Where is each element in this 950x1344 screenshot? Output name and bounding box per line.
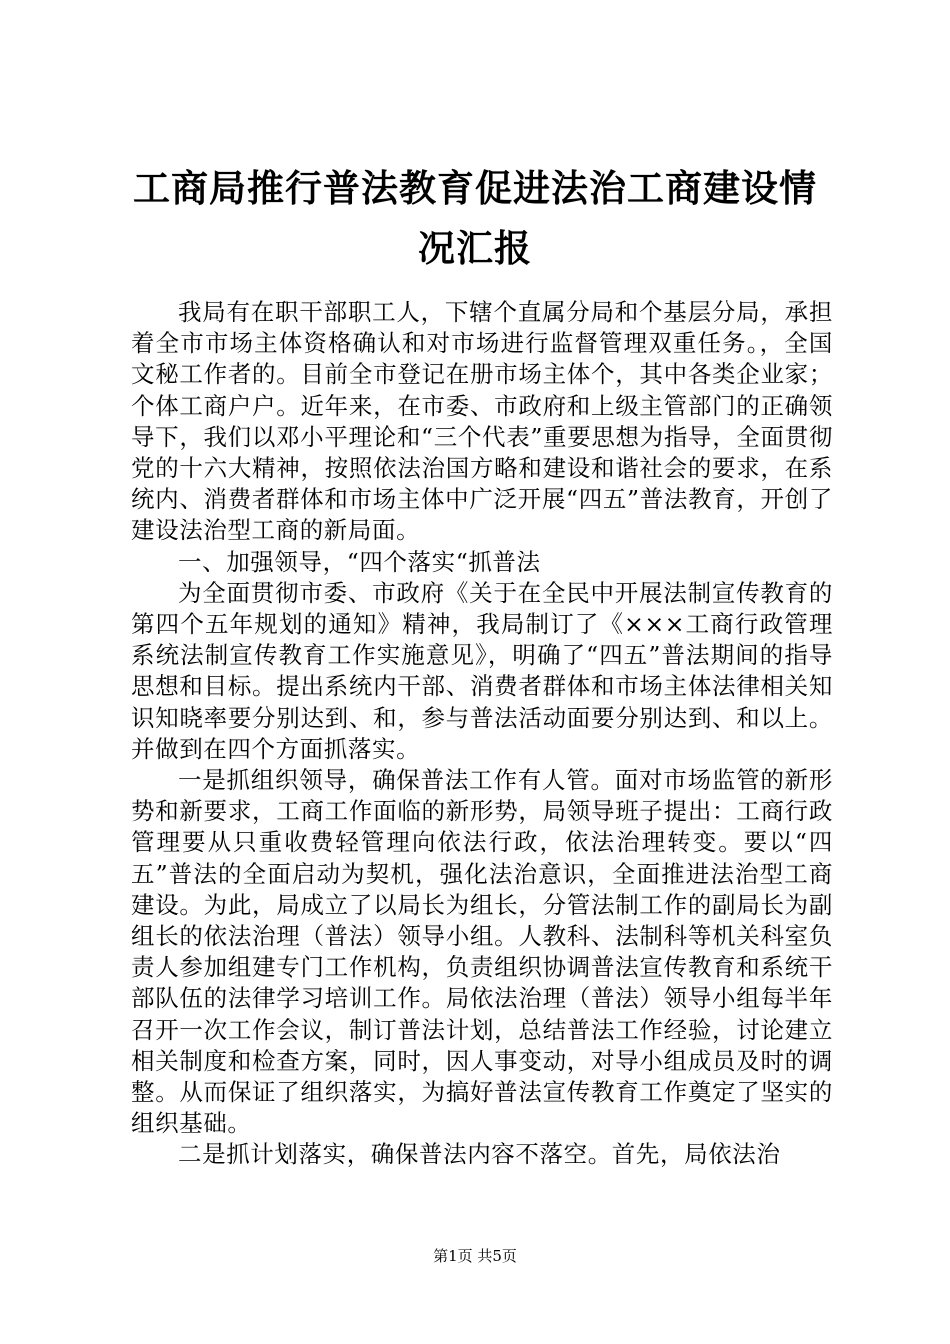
document-body — [131, 297, 833, 1171]
section-1-paragraph: 为全面贯彻市委、市政府《关于在全民中开展法制宣传教育的第四个五年规划的通知》精神，我局制订了《×××工商行政管理系统法制宣传教育工作实施意见》，明确了“四五”普法期间的指导思想和目标。提出系统内干部、消费者群体和市场主体法律相关知识知晓率要分别达到、和，参与普法活动面要分别达到、和以上。并做到在四个方面抓落实。 — [131, 578, 833, 763]
point-1-paragraph: 一是抓组织领导，确保普法工作有人管。面对市场监管的新形势和新要求，工商工作面临的新形势，局领导班子提出：工商行政管理要从只重收费轻管理向依法行政，依法治理转变。要以“四五”普法的全面启动为契机，强化法治意识，全面推进法治型工商建设。为此，局成立了以局长为组长，分管法制工作的副局长为副组长的依法治理（普法）领导小组。人教科、法制科等机关科室负责人参加组建专门工作机构，负责组织协调普法宣传教育和系统干部队伍的法律学习培训工作。局依法治理（普法）领导小组每半年召开一次工作会议，制订普法计划，总结普法工作经验，讨论建立相关制度和检查方案，同时，因人事变动，对导小组成员及时的调整。从而保证了组织落实，为搞好普法宣传教育工作奠定了坚实的组织基础。 — [131, 766, 833, 1138]
intro-paragraph: 我局有在职干部职工人，下辖个直属分局和个基层分局，承担着全市市场主体资格确认和对市场进行监督管理双重任务。，全国文秘工作者的。目前全市登记在册市场主体个，其中各类企业家；个体工商户户。近年来，在市委、市政府和上级主管部门的正确领导下，我们以邓小平理论和“三个代表”重要思想为指导，全面贯彻党的十六大精神，按照依法治国方略和建设和谐社会的要求，在系统内、消费者群体和市场主体中广泛开展“四五”普法教育，开创了建设法治型工商的新局面。 — [131, 298, 833, 545]
point-2-paragraph: 二是抓计划落实，确保普法内容不落空。首先，局依法治 — [178, 1140, 781, 1169]
section-heading-1: 一、加强领导，“四个落实“抓普法 — [178, 547, 541, 576]
document-title: 工商局推行普法教育促进法治工商建设情况汇报 — [133, 166, 817, 270]
page-footer: 第1页 共5页 — [433, 1247, 517, 1265]
